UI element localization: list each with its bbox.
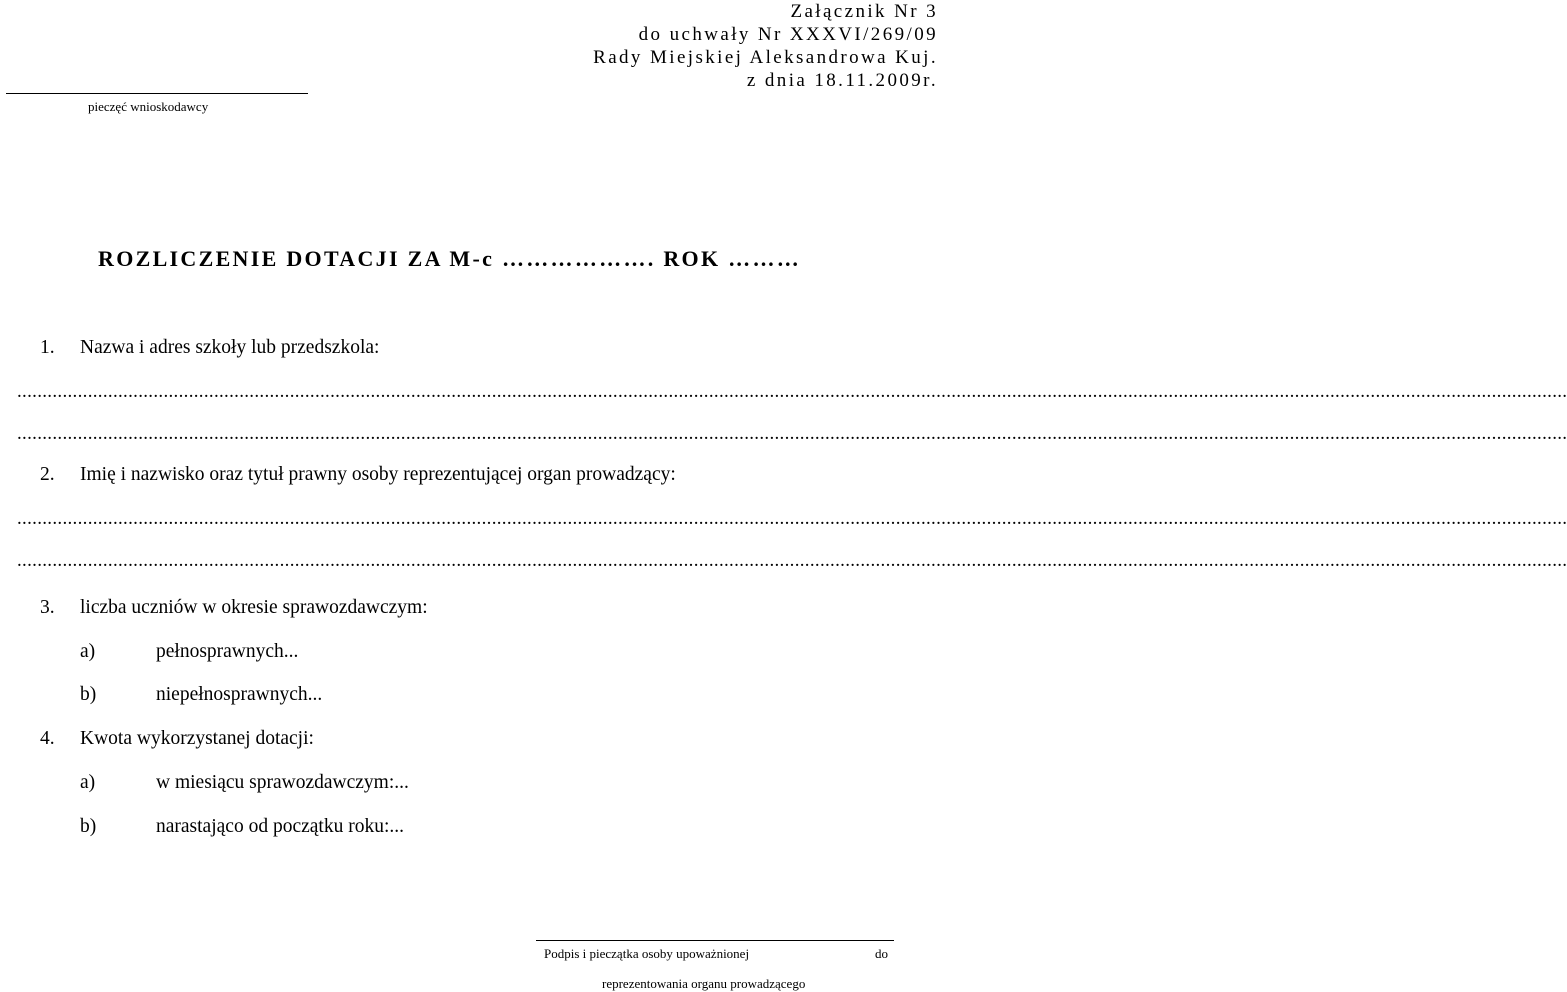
item-number: 4. — [40, 728, 55, 749]
item-text: Nazwa i adres szkoły lub przedszkola: — [80, 337, 380, 358]
signature-caption-line1 — [544, 946, 888, 962]
subitem-3b — [80, 684, 322, 706]
subitem-text: niepełnosprawnych... — [156, 684, 323, 705]
annex-header — [593, 0, 938, 92]
fill-line: ................................................................................................................................................................................................................................................................................................................... — [17, 381, 1567, 402]
item-text: Kwota wykorzystanej dotacji: — [80, 728, 314, 749]
subitem-text: w miesiącu sprawozdawczym:... — [156, 772, 409, 793]
fill-line: ................................................................................................................................................................................................................................................................................................................... — [17, 550, 1567, 571]
annex-resolution: do uchwały Nr XXXVI/269/09 — [638, 24, 938, 45]
subitem-letter: a) — [80, 641, 96, 662]
stamp-line — [6, 93, 308, 94]
signature-caption-text: Podpis i pieczątka osoby upoważnionej — [544, 946, 750, 961]
item-number: 2. — [40, 464, 55, 485]
item-3 — [40, 597, 428, 619]
annex-number: Załącznik Nr 3 — [790, 1, 938, 22]
subitem-text: pełnosprawnych... — [156, 641, 299, 662]
item-4 — [40, 728, 314, 750]
annex-council: Rady Miejskiej Aleksandrowa Kuj. — [593, 47, 938, 68]
subitem-letter: b) — [80, 684, 97, 705]
item-text: Imię i nazwisko oraz tytuł prawny osoby reprezentującej organ prowadzący: — [80, 464, 676, 485]
stamp-label: pieczęć wnioskodawcy — [88, 99, 209, 114]
subitem-letter: a) — [80, 772, 96, 793]
item-text: liczba uczniów w okresie sprawozdawczym: — [80, 597, 428, 618]
annex-date: z dnia 18.11.2009r. — [746, 70, 938, 91]
subitem-letter: b) — [80, 816, 97, 837]
item-1 — [40, 337, 379, 359]
subitem-text: narastająco od początku roku:... — [156, 816, 404, 837]
subitem-3a — [80, 641, 298, 663]
document-title: ROZLICZENIE DOTACJI ZA M-c ………………. ROK ……… — [98, 246, 802, 271]
fill-line: ................................................................................................................................................................................................................................................................................................................... — [17, 423, 1567, 444]
signature-caption-line2: reprezentowania organu prowadzącego — [602, 976, 806, 991]
subitem-4b — [80, 816, 404, 838]
item-number: 1. — [40, 337, 55, 358]
signature-line — [536, 940, 894, 941]
fill-line: ................................................................................................................................................................................................................................................................................................................... — [17, 508, 1567, 529]
signature-caption-end: do — [875, 946, 888, 961]
item-2 — [40, 464, 676, 486]
item-number: 3. — [40, 597, 55, 618]
subitem-4a — [80, 772, 409, 794]
